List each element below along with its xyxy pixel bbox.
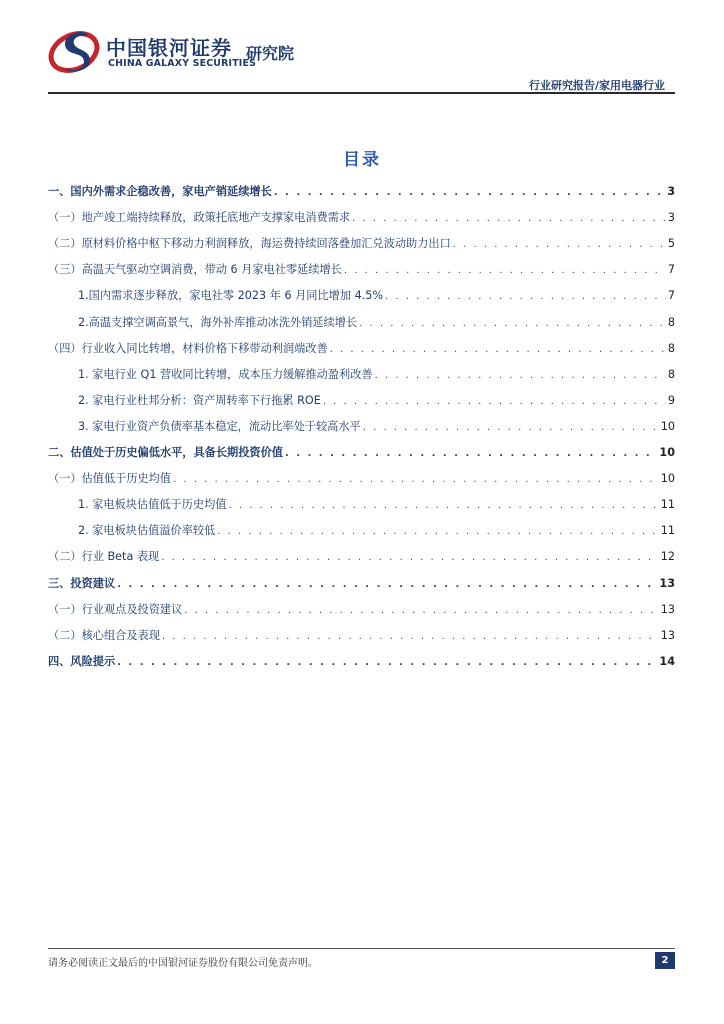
toc-entry[interactable] xyxy=(78,496,675,514)
toc-entry-page: 3 xyxy=(667,185,675,198)
page-number: 2 xyxy=(655,952,675,969)
toc-entry-label: 1.国内需求逐步释放，家电社零 2023 年 6 月同比增加 4.5% xyxy=(78,289,384,303)
toc-leader-dots xyxy=(162,628,659,646)
toc-entry-label: （一）行业观点及投资建议 xyxy=(48,602,183,616)
brand-name-en: CHINA GALAXY SECURITIES xyxy=(108,58,257,69)
toc-leader-dots xyxy=(344,262,666,280)
toc-entry[interactable] xyxy=(78,392,675,410)
toc-entry-page: 13 xyxy=(660,628,675,642)
toc-entry[interactable] xyxy=(78,314,675,332)
toc-entry-label: 一、国内外需求企稳改善，家电产销延续增长 xyxy=(48,185,272,198)
toc-title: 目录 xyxy=(343,150,381,170)
toc-leader-dots xyxy=(217,523,658,541)
toc-entry[interactable] xyxy=(48,444,675,462)
toc-entry[interactable] xyxy=(48,601,675,619)
toc-leader-dots xyxy=(285,445,657,463)
brand-name-cn: 中国银河证券 xyxy=(106,36,232,60)
toc-leader-dots xyxy=(117,654,657,672)
toc-leader-dots xyxy=(330,341,666,359)
toc-entry[interactable] xyxy=(78,522,675,540)
toc-entry-label: 3. 家电行业资产负债率基本稳定，流动比率处于较高水平 xyxy=(78,419,361,433)
toc-leader-dots xyxy=(375,367,666,385)
toc-entry[interactable] xyxy=(48,548,675,566)
toc-leader-dots xyxy=(363,419,659,437)
toc-entry-page: 10 xyxy=(659,446,675,459)
toc-leader-dots xyxy=(453,236,666,254)
toc-leader-dots xyxy=(173,471,659,489)
toc-entry[interactable] xyxy=(78,366,675,384)
toc-entry[interactable] xyxy=(48,470,675,488)
toc-leader-dots xyxy=(117,576,657,594)
toc-entry[interactable] xyxy=(48,235,675,253)
toc-leader-dots xyxy=(274,184,665,202)
toc-entry-label: 2. 家电板块估值溢价率较低 xyxy=(78,524,216,538)
report-type: 行业研究报告/家用电器行业 xyxy=(528,79,665,92)
footer-divider xyxy=(48,948,675,949)
toc-entry-label: （二）核心组合及表现 xyxy=(48,628,160,642)
toc-entry[interactable] xyxy=(48,575,675,593)
toc-entry-page: 7 xyxy=(667,263,675,277)
toc-entry-page: 7 xyxy=(667,289,675,303)
toc-entry[interactable] xyxy=(78,287,675,305)
toc-leader-dots xyxy=(352,210,666,228)
toc-entry-label: 2.高温支撑空调高景气，海外补库推动冰洗外销延续增长 xyxy=(78,315,358,329)
toc-entry[interactable] xyxy=(48,183,675,201)
toc-entry[interactable] xyxy=(48,653,675,671)
toc-entry[interactable] xyxy=(48,627,675,645)
toc-leader-dots xyxy=(359,315,666,333)
toc-entry-label: 2. 家电行业杜邦分析：资产周转率下行拖累 ROE xyxy=(78,393,321,407)
toc-entry-page: 5 xyxy=(667,237,675,251)
toc-entry[interactable] xyxy=(48,209,675,227)
toc-entry-label: （二）行业 Beta 表现 xyxy=(48,550,160,564)
toc-entry[interactable] xyxy=(78,418,675,436)
toc-entry-page: 8 xyxy=(667,367,675,381)
toc-entry-label: （四）行业收入同比转增，材料价格下移带动利润端改善 xyxy=(48,341,328,355)
toc-entry-page: 13 xyxy=(659,576,675,590)
institute-label: 研究院 xyxy=(246,44,295,63)
toc-entry-label: （一）估值低于历史均值 xyxy=(48,472,172,486)
toc-entry[interactable] xyxy=(48,340,675,358)
toc-entry-page: 10 xyxy=(660,472,675,486)
toc-entry-label: 二、估值处于历史偏低水平，具备长期投资价值 xyxy=(48,446,283,459)
toc-entry-label: （三）高温天气驱动空调消费，带动 6 月家电社零延续增长 xyxy=(48,263,342,277)
toc-entry-page: 13 xyxy=(660,602,675,616)
toc-entry-label: （二）原材料价格中枢下移动力利润释放，海运费持续回落叠加汇兑波动助力出口 xyxy=(48,237,451,251)
toc-entry-page: 11 xyxy=(660,498,675,512)
toc-leader-dots xyxy=(184,602,658,620)
galaxy-logo-icon xyxy=(48,26,100,74)
toc-entry-page: 9 xyxy=(667,393,675,407)
toc-entry-label: 三、投资建议 xyxy=(48,576,116,590)
toc-entry-label: 1. 家电板块估值低于历史均值 xyxy=(78,498,227,512)
toc-entry-page: 14 xyxy=(659,654,675,668)
toc-entry-label: 1. 家电行业 Q1 营收同比转增，成本压力缓解推动盈利改善 xyxy=(78,367,373,381)
toc-leader-dots xyxy=(228,497,658,515)
header-divider xyxy=(48,92,675,94)
toc-leader-dots xyxy=(161,549,659,567)
toc-entry[interactable] xyxy=(48,261,675,279)
toc-entry-page: 10 xyxy=(660,419,675,433)
toc-entry-page: 3 xyxy=(667,211,675,225)
toc-entry-page: 12 xyxy=(660,550,675,564)
toc-entry-page: 8 xyxy=(667,315,675,329)
toc-entry-page: 11 xyxy=(660,524,675,538)
toc-entry-label: （一）地产竣工端持续释放，政策托底地产支撑家电消费需求 xyxy=(48,211,351,225)
toc-leader-dots xyxy=(385,288,666,306)
footer-disclaimer: 请务必阅读正文最后的中国银河证券股份有限公司免责声明。 xyxy=(48,958,318,969)
toc-entry-page: 8 xyxy=(667,341,675,355)
toc-entry-label: 四、风险提示 xyxy=(48,654,116,668)
toc-leader-dots xyxy=(323,393,666,411)
